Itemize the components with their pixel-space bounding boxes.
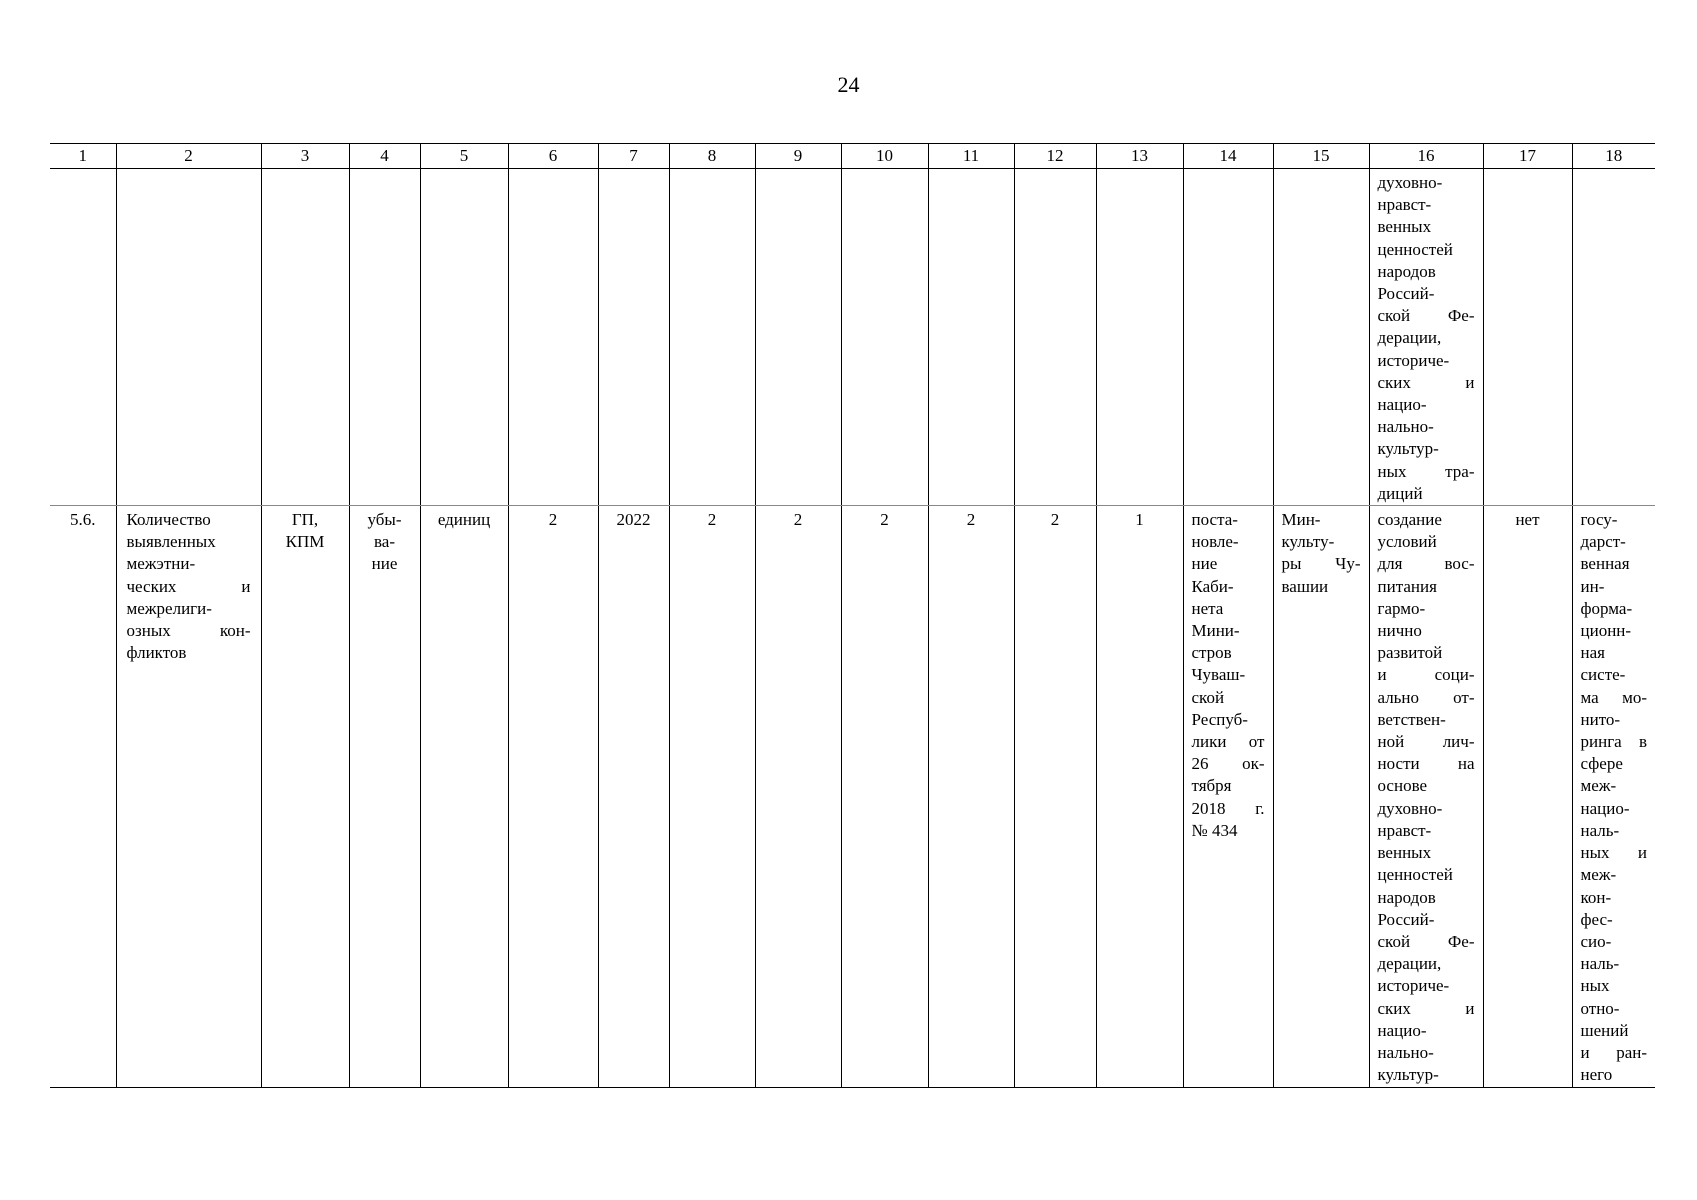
unit: единиц: [437, 510, 491, 530]
table-cell: [50, 169, 116, 506]
table-cell: [841, 169, 928, 506]
cell-line: госу-: [1580, 510, 1618, 530]
column-number: 18: [1572, 144, 1655, 169]
value-13: 1: [1135, 510, 1144, 530]
cell-line: фес-: [1580, 909, 1613, 929]
cell-line: культур-: [1377, 439, 1439, 459]
indicator-type: [262, 506, 349, 553]
value-11: 2: [966, 510, 976, 530]
cell-line: ценностей: [1377, 239, 1453, 259]
column-number: 8: [669, 144, 755, 169]
cell-line: ных тра-: [1377, 461, 1475, 481]
cell-line: него: [1580, 1065, 1613, 1085]
cell-value-6: [508, 506, 598, 1088]
cell-line: ние: [1191, 554, 1218, 574]
table-cell: [1572, 169, 1655, 506]
trend: [350, 506, 420, 576]
base-year: 2022: [616, 510, 651, 530]
cell-line: нравст-: [1377, 820, 1432, 840]
cell-line: основе: [1377, 776, 1428, 796]
table-cell-goal-continued: [1369, 169, 1483, 506]
cell-line: наль-: [1580, 954, 1620, 974]
page-number: 24: [837, 72, 860, 97]
cell-line: ин-: [1580, 576, 1605, 596]
column-number: 13: [1096, 144, 1183, 169]
cell-line: нально-: [1377, 417, 1434, 437]
value-6: 2: [548, 510, 558, 530]
cell-unit: [420, 506, 508, 1088]
table-cell: [508, 169, 598, 506]
cell-line: ских и: [1377, 372, 1475, 392]
cell-line: и соци-: [1377, 665, 1475, 685]
cell-line: выявленных: [126, 532, 216, 552]
cell-line: ценностей: [1377, 865, 1453, 885]
cell-line: дерации,: [1377, 954, 1442, 974]
column-number: 5: [420, 144, 508, 169]
column-number: 9: [755, 144, 841, 169]
table-cell: [1273, 169, 1369, 506]
cell-line: народов: [1377, 887, 1436, 907]
cell-value-13: [1096, 506, 1183, 1088]
table-cell: [1483, 169, 1572, 506]
cell-line: стров: [1191, 643, 1232, 663]
cell-line: форма-: [1580, 598, 1633, 618]
cell-line: убы-: [367, 510, 402, 530]
cell-line: Количество: [126, 510, 211, 530]
cell-line: венных: [1377, 843, 1432, 863]
column-number: 10: [841, 144, 928, 169]
continuation-row: [50, 169, 1655, 506]
table-cell: [116, 169, 261, 506]
cell-line: 26 ок-: [1191, 754, 1265, 774]
cell-line: венных: [1377, 217, 1432, 237]
cell-row-number: [50, 506, 116, 1088]
cell-line: ринга в: [1580, 732, 1647, 752]
indicator-name: [117, 506, 261, 664]
table-cell: [420, 169, 508, 506]
cell-line: ных: [1580, 976, 1610, 996]
cell-line: питания: [1377, 576, 1437, 596]
cell-indicator-type: [261, 506, 349, 1088]
cell-line: систе-: [1580, 665, 1626, 685]
cell-line: ционн-: [1580, 621, 1632, 641]
table-row: [50, 506, 1655, 1088]
cell-line: гармо-: [1377, 598, 1426, 618]
cell-line: нацио-: [1377, 395, 1427, 415]
value-10: 2: [880, 510, 889, 530]
cell-line: фликтов: [126, 643, 187, 663]
cell-flag: [1483, 506, 1572, 1088]
cell-line: тября: [1191, 776, 1232, 796]
cell-line: наль-: [1580, 820, 1620, 840]
table-cell: [755, 169, 841, 506]
cell-line: ма мо-: [1580, 687, 1647, 707]
column-number: 14: [1183, 144, 1273, 169]
cell-line: сио-: [1580, 931, 1612, 951]
cell-line: создание: [1377, 510, 1442, 530]
cell-line: нацио-: [1580, 798, 1630, 818]
column-number: 6: [508, 144, 598, 169]
cell-line: нально-: [1377, 1042, 1434, 1062]
table-cell: [669, 169, 755, 506]
cell-line: озных кон-: [126, 621, 251, 641]
cell-line: дарст-: [1580, 532, 1626, 552]
value-8: 2: [707, 510, 717, 530]
cell-legal-act: [1183, 506, 1273, 1088]
table-cell: [928, 169, 1014, 506]
cell-line: ской Фе-: [1377, 306, 1475, 326]
column-number: 3: [261, 144, 349, 169]
row-number: 5.6.: [70, 510, 96, 530]
cell-line: для вос-: [1377, 554, 1475, 574]
cell-line: нета: [1191, 598, 1224, 618]
cell-line: 2018 г.: [1191, 798, 1265, 818]
cell-line: межрелиги-: [126, 598, 212, 618]
table-cell: [1014, 169, 1096, 506]
cell-responsible: [1273, 506, 1369, 1088]
cell-line: меж-: [1580, 776, 1617, 796]
cell-line: ской Фе-: [1377, 931, 1475, 951]
column-number: 4: [349, 144, 420, 169]
cell-line: вашии: [1281, 576, 1329, 596]
cell-base-year: [598, 506, 669, 1088]
cell-line: венная: [1580, 554, 1630, 574]
cell-line: духовно-: [1377, 798, 1443, 818]
table-cell: [598, 169, 669, 506]
cell-line: ности на: [1377, 754, 1475, 774]
cell-line: Каби-: [1191, 576, 1234, 596]
cell-line: дерации,: [1377, 328, 1442, 348]
column-number-row: [50, 144, 1655, 169]
column-number: 17: [1483, 144, 1572, 169]
cell-line: и ран-: [1580, 1042, 1647, 1062]
cell-line: шений: [1580, 1020, 1629, 1040]
cell-line: культур-: [1377, 1065, 1439, 1085]
cell-line: меж-: [1580, 865, 1617, 885]
cell-line: ально от-: [1377, 687, 1475, 707]
cell-line: новле-: [1191, 532, 1239, 552]
column-number: 12: [1014, 144, 1096, 169]
cell-line: Мини-: [1191, 621, 1240, 641]
cell-line: № 434: [1191, 820, 1238, 840]
cell-line: духовно-: [1377, 173, 1443, 192]
cell-value-8: [669, 506, 755, 1088]
cell-line: межэтни-: [126, 554, 196, 574]
cell-line: народов: [1377, 261, 1436, 281]
value-12: 2: [1050, 510, 1060, 530]
cell-line: условий: [1377, 532, 1437, 552]
cell-line: Чуваш-: [1191, 665, 1246, 685]
cell-line: ная: [1580, 643, 1605, 663]
cell-line: сфере: [1580, 754, 1623, 774]
cell-line: нацио-: [1377, 1020, 1427, 1040]
cell-line: ческих и: [126, 576, 251, 596]
column-number: 15: [1273, 144, 1369, 169]
table-cell: [1096, 169, 1183, 506]
indicators-table: [50, 143, 1655, 1088]
cell-line: кон-: [1580, 887, 1612, 907]
cell-line: нито-: [1580, 709, 1621, 729]
cell-line: ных и: [1580, 843, 1647, 863]
column-number: 11: [928, 144, 1014, 169]
cell-line: ских и: [1377, 998, 1475, 1018]
cell-trend: [349, 506, 420, 1088]
cell-source: [1572, 506, 1655, 1088]
cell-line: КПМ: [285, 532, 325, 552]
source-text: [1573, 506, 1656, 1086]
cell-line: отно-: [1580, 998, 1620, 1018]
cell-line: лики от: [1191, 732, 1265, 752]
cell-line: ной лич-: [1377, 732, 1475, 752]
cell-value-11: [928, 506, 1014, 1088]
column-number: 16: [1369, 144, 1483, 169]
table-cell: [1183, 169, 1273, 506]
cell-value-9: [755, 506, 841, 1088]
responsible: [1274, 506, 1369, 598]
column-number: 7: [598, 144, 669, 169]
cell-value-10: [841, 506, 928, 1088]
cell-line: ва-: [373, 532, 395, 552]
cell-line: Мин-: [1281, 510, 1321, 530]
cell-line: развитой: [1377, 643, 1443, 663]
goal-text: [1370, 506, 1483, 1086]
cell-line: Респуб-: [1191, 709, 1248, 729]
cell-line: ской: [1191, 687, 1225, 707]
cell-line: ГП,: [291, 510, 319, 530]
cell-indicator-name: [116, 506, 261, 1088]
cell-value-12: [1014, 506, 1096, 1088]
cell-line: нично: [1377, 621, 1422, 641]
cell-line: Россий-: [1377, 284, 1435, 304]
goal-continued-text: [1370, 169, 1483, 505]
legal-act: [1184, 506, 1273, 842]
table-cell: [349, 169, 420, 506]
cell-line: поста-: [1191, 510, 1238, 530]
value-9: 2: [793, 510, 803, 530]
column-number: 2: [116, 144, 261, 169]
cell-line: историче-: [1377, 976, 1450, 996]
cell-line: культу-: [1281, 532, 1335, 552]
table-cell: [261, 169, 349, 506]
cell-line: ры Чу-: [1281, 554, 1361, 574]
cell-line: Россий-: [1377, 909, 1435, 929]
cell-line: диций: [1377, 483, 1423, 503]
column-number: 1: [50, 144, 116, 169]
flag: нет: [1515, 510, 1540, 530]
cell-line: ветствен-: [1377, 709, 1446, 729]
cell-line: ние: [371, 554, 398, 574]
cell-line: историче-: [1377, 350, 1450, 370]
cell-goal: [1369, 506, 1483, 1088]
cell-line: нравст-: [1377, 195, 1432, 215]
